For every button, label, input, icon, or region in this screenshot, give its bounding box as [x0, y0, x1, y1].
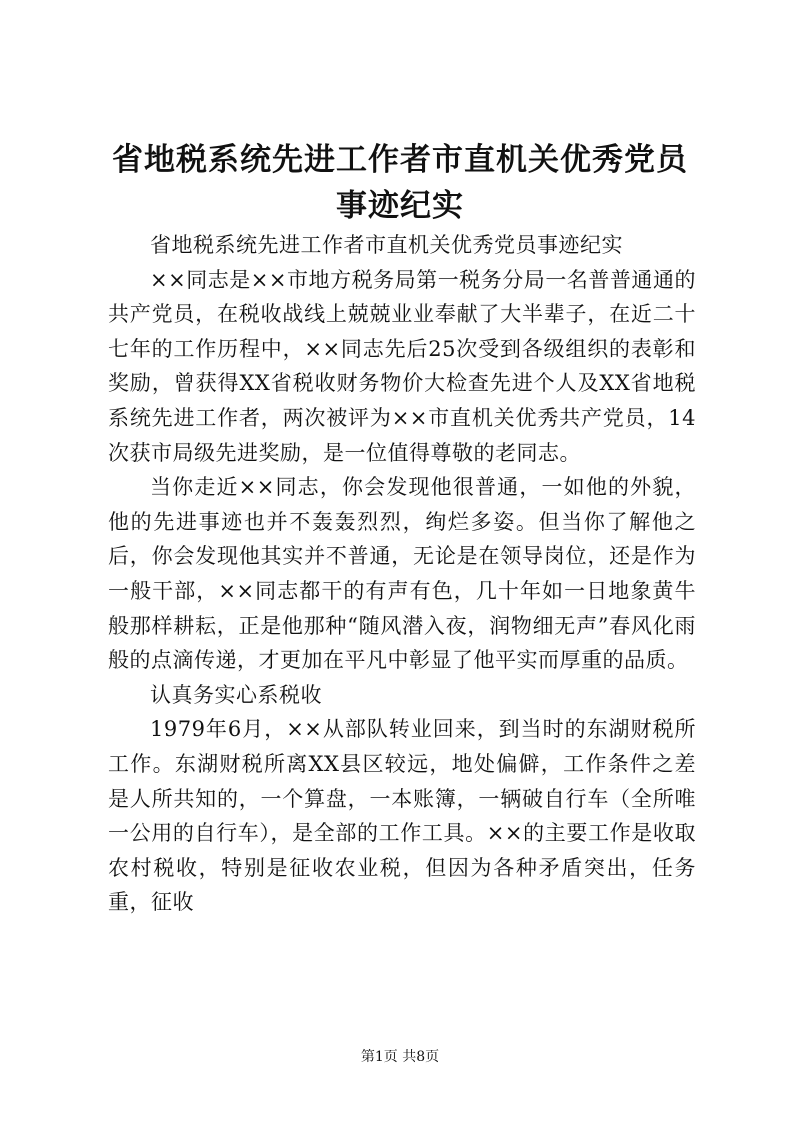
paragraph-intro: ××同志是××市地方税务局第一税务分局一名普普通通的共产党员，在税收战线上兢兢业业奉献了大半辈子，在近二十七年的工作历程中，××同志先后25次受到各级组织的表彰和奖励，曾获得XX省税收财务物价大检查先进个人及XX省地税系统先进工作者，两次被评为××市直机关优秀共产党员，14次获市局级先进奖励，是一位值得尊敬的老同志。 — [108, 267, 696, 465]
paragraph-history: 1979年6月，××从部队转业回来，到当时的东湖财税所工作。东湖财税所离XX县区较远，地处偏僻，工作条件之差是人所共知的，一个算盘，一本账簿，一辆破自行车（全所唯一公用的自行车），是全部的工作工具。××的主要工作是收取农村税收，特别是征收农业税，但因为各种矛盾突出，任务重，征收 — [108, 717, 696, 915]
document-body — [108, 228, 696, 920]
paragraph-subtitle: 省地税系统先进工作者市直机关优秀党员事迹纪实 — [150, 233, 623, 257]
section-heading: 认真务实心系税收 — [150, 682, 322, 707]
page-number-footer: 第1页 共8页 — [360, 1049, 440, 1065]
paragraph-description: 当你走近××同志，你会发现他很普通，一如他的外貌，他的先进事迹也并不轰轰烈烈，绚烂多姿。但当你了解他之后，你会发现他其实并不普通，无论是在领导岗位，还是作为一般干部，××同志都干的有声有色，几十年如一日地象黄牛般那样耕耘，正是他那种“随风潜入夜，润物细无声”春风化雨般的点滴传递，才更加在平凡中彰显了他平实而厚重的品质。 — [108, 475, 696, 673]
document-title: 省地税系统先进工作者市直机关优秀党员事迹纪实 — [112, 142, 688, 224]
